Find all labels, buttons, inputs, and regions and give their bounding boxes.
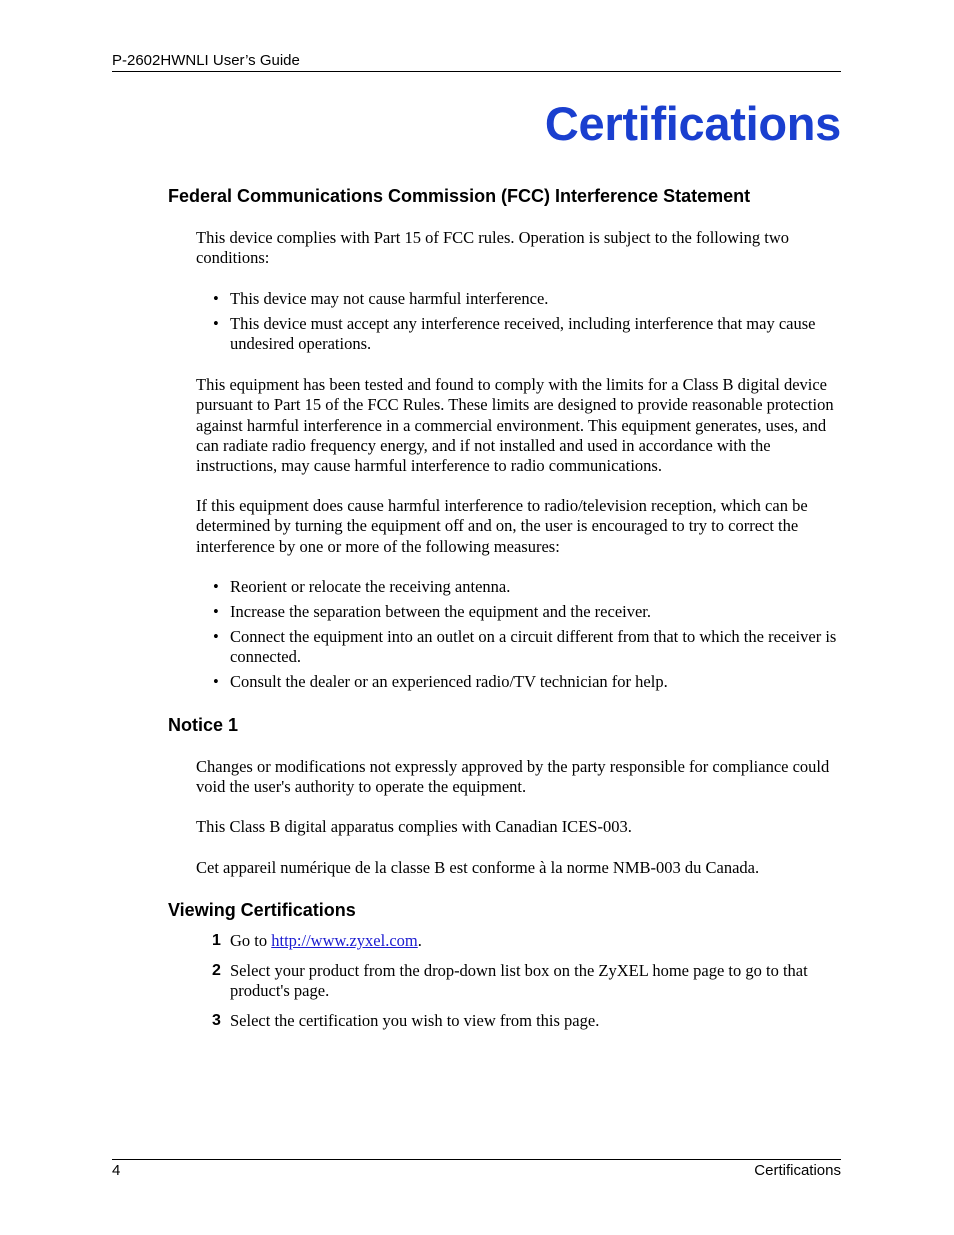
step-3: Select the certification you wish to view from this page. [230, 1011, 600, 1030]
notice-paragraph-1: Changes or modifications not expressly approved by the party responsible for compliance could void the user's authority to operate the equipment. [196, 757, 830, 797]
bullet-marker: • [213, 577, 219, 596]
fcc-measures-intro: If this equipment does cause harmful interference to radio/television reception, which can be determined by turning the equipment off and on, the user is encouraged to try to correct the interference by one or more of the following measures: [196, 496, 808, 556]
page-title: Certifications [544, 97, 841, 150]
page-number: 4 [112, 1162, 121, 1179]
zyxel-website-link[interactable]: http://www.zyxel.com [271, 931, 418, 950]
fcc-measure-1: Reorient or relocate the receiving antenna. [230, 577, 511, 596]
bullet-marker: • [213, 289, 219, 308]
fcc-tested-paragraph: This equipment has been tested and found to comply with the limits for a Class B digital device pursuant to Part 15 of the FCC Rules. These limits are designed to provide reasonable protection against harmful interference in a commercial environment. This equipment generates, uses, and can radiate radio frequency energy, and if not installed and used in accordance with the instructions, may cause harmful interference to radio communications. [196, 375, 834, 476]
step-1-suffix: . [417, 931, 422, 950]
footer-section-name: Certifications [754, 1162, 841, 1179]
notice-heading: Notice 1 [168, 715, 239, 735]
fcc-measure-3: Connect the equipment into an outlet on a circuit different from that to which the receiver is connected. [230, 627, 837, 667]
bullet-marker: • [213, 602, 219, 621]
notice-paragraph-3: Cet appareil numérique de la classe B est conforme à la norme NMB-003 du Canada. [196, 858, 760, 877]
step-number: 2 [212, 962, 221, 979]
fcc-measure-4: Consult the dealer or an experienced radio/TV technician for help. [230, 672, 668, 691]
viewing-heading: Viewing Certifications [168, 900, 356, 920]
fcc-measure-2: Increase the separation between the equipment and the receiver. [230, 602, 652, 621]
fcc-intro: This device complies with Part 15 of FCC rules. Operation is subject to the following two conditions: [196, 228, 790, 268]
bullet-marker: • [213, 314, 219, 333]
notice-paragraph-2: This Class B digital apparatus complies with Canadian ICES-003. [196, 817, 632, 836]
bullet-marker: • [213, 627, 219, 646]
bullet-marker: • [213, 672, 219, 691]
fcc-condition-2: This device must accept any interference received, including interference that may cause undesired operations. [230, 314, 816, 354]
step-number: 3 [212, 1012, 221, 1029]
step-number: 1 [212, 932, 221, 949]
fcc-heading: Federal Communications Commission (FCC) Interference Statement [168, 186, 751, 206]
fcc-condition-1: This device may not cause harmful interference. [230, 289, 549, 308]
step-1-prefix: Go to [230, 931, 272, 950]
running-header: P-2602HWNLI User’s Guide [112, 52, 300, 69]
step-2: Select your product from the drop-down list box on the ZyXEL home page to go to that product's page. [230, 961, 808, 1001]
header-rule [112, 71, 841, 72]
step-1 [230, 931, 846, 951]
footer-rule [112, 1159, 841, 1160]
